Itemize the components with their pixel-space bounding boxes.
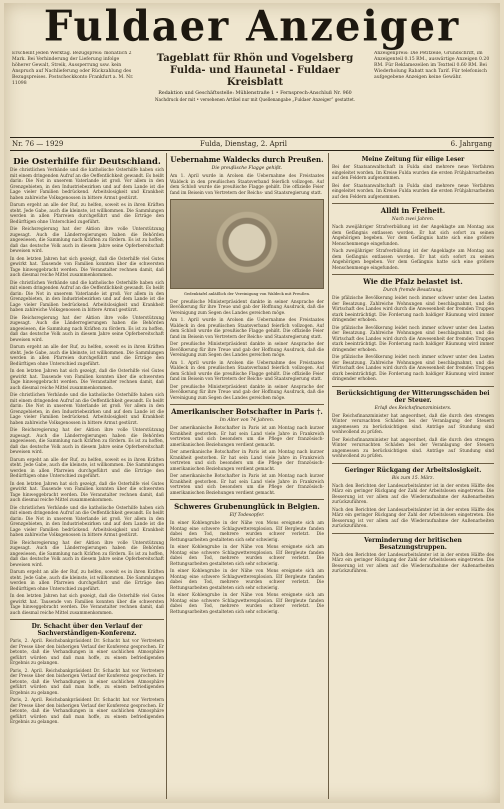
article-paragraph: Darum ergeht an alle der Ruf, zu helfen, soweit es in ihren Kräften steht. Jede Gabe, auch die kleinste, ist willkommen. Die Sammlungen werden in allen Pfarreien durchgeführt und die Erträge den Bedürftigen ohne Unterschied zugeführt. [10,457,164,479]
article-separator [10,619,164,620]
article-subheadline: Die preußische Flagge gehißt. [211,166,283,171]
issue-number: Nr. 76 — 1929 [12,140,64,148]
article-paragraph: In einer Kohlengrube in der Nähe von Mons ereignete sich am Montag eine schwere Schlagwetterexplosion. Elf Bergleute fanden dabei den Tod, mehrere wurden schwer verletzt. Die Rettungsarbeiten gestalteten sich sehr schwierig. [170,593,324,615]
column-divider [328,153,329,799]
column-left [10,153,164,799]
article-headline: Dr. Schacht über den Verlauf der Sachverständigen-Konferenz. [31,623,143,637]
article-separator [332,274,494,275]
advertising-rates: Anzeigenpreis: Die Petitzeile, Grundschrift, im Anzeigenteil 0.15 RM., auswärtige Anzeigen 0.20 RM. Für Reklamezeilen im Textteil 0.60 RM. Bei Wiederholung Rabatt nach Tarif. Für telefonisch aufgegebene Anzeigen keine Gewähr. [374,51,490,80]
article-paragraph: Der amerikanische Botschafter in Paris ist am Montag nach kurzer Krankheit gestorben. Er hat sein Land viele Jahre in Frankreich vertreten und sich besonders um die Pflege der französisch-amerikanischen Beziehungen verdient gemacht. [170,450,324,472]
article-headline: Die Osterhilfe für Deutschland. [13,156,161,166]
column-divider [166,153,167,799]
article-headline: Schweres Grubenunglück in Belgien. [174,502,320,512]
newspaper-page [4,3,500,803]
article-paragraph: Paris, 2. April. Reichsbankpräsident Dr. Schacht hat vor Vertretern der Presse über den bisherigen Verlauf der Konferenz gesprochen. Er betonte, daß die Verhandlungen in einer sachlichen Atmosphäre geführt würden und daß man hoffe, zu einem befriedigenden Ergebnis zu gelangen. [10,698,164,725]
article-separator [332,386,494,387]
article-subheadline: Nach zwei Jahren. [391,217,435,222]
article-paragraph: In den letzten Jahren hat sich gezeigt, daß die Osterhilfe viel Gutes gewirkt hat. Tausende von Familien konnten über die schwersten Tage hinweggebracht werden. Die Veranstalter rechnen damit, daß auch diesmal reiche Mittel zusammenkommen. [10,594,164,616]
article-headline: Meine Zeitung für eilige Leser [361,156,465,163]
article-separator [332,203,494,204]
article-paragraph: Der Reichsfinanzminister hat angeordnet, daß die durch den strengen Winter verursachten Schäden bei der Veranlagung der Steuern angemessen zu berücksichtigen sind. Anträge auf Stundung sind wohlwollend zu prüfen. [332,413,494,435]
article-headline: Geringer Rückgang der Arbeitslosigkeit. [344,466,482,474]
volume-number: 6. Jahrgang [450,140,492,148]
article-paragraph: Der amerikanische Botschafter in Paris ist am Montag nach kurzer Krankheit gestorben. Er hat sein Land viele Jahre in Frankreich vertreten und sich besonders um die Pflege der französisch-amerikanischen Beziehungen verdient gemacht. [170,474,324,496]
article-paragraph: Die pfälzische Bevölkerung leidet noch immer schwer unter den Lasten der Besatzung. Zahlreiche Wohnungen sind beschlagnahmt, und die Wirtschaft des Landes wird durch die Anwesenheit der fremden Truppen stark beeinträchtigt. Die Forderung nach baldiger Räumung wird immer dringender erhoben. [332,325,494,353]
article-paragraph: Paris, 2. April. Reichsbankpräsident Dr. Schacht hat vor Vertretern der Presse über den bisherigen Verlauf der Konferenz gesprochen. Er betonte, daß die Verhandlungen in einer sachlichen Atmosphäre geführt würden und daß man hoffe, zu einem befriedigenden Ergebnis zu gelangen. [10,668,164,696]
article-subheadline: Elf Todesopfer. [229,513,265,519]
column-right [332,153,494,799]
article-paragraph: Bei der Staatsanwaltschaft in Fulda sind mehrere neue Verfahren eingeleitet worden. Im Kreise Fulda wurden die ersten Frühjahrsarbeiten auf den Feldern aufgenommen. [332,183,494,200]
article-headline: Uebernahme Waldecks durch Preußen. [170,155,324,164]
article-paragraph: Am 1. April wurde in Arolsen die Uebernahme des Freistaates Waldeck in den preußischen Staatsverband feierlich vollzogen. Auf dem Schloß wurde die preußische Flagge gehißt. Die offizielle Feier fand im Beisein von Vertretern der Reichs- und Staatsregierung statt. [170,360,324,383]
article-subheadline: Bis zum 15. März. [391,475,435,481]
article-paragraph: In den letzten Jahren hat sich gezeigt, daß die Osterhilfe viel Gutes gewirkt hat. Tausende von Familien konnten über die schwersten Tage hinweggebracht werden. Die Veranstalter rechnen damit, daß auch diesmal reiche Mittel zusammenkommen. [10,256,164,278]
article-separator [170,499,324,500]
article-paragraph: In einer Kohlengrube in der Nähe von Mons ereignete sich am Montag eine schwere Schlagwetterexplosion. Elf Bergleute fanden dabei den Tod, mehrere wurden schwer verletzt. Die Rettungsarbeiten gestalteten sich sehr schwierig. [170,521,324,543]
article-headline: Alldi in Freiheit. [380,206,446,215]
article-paragraph: Darum ergeht an alle der Ruf, zu helfen, soweit es in ihren Kräften steht. Jede Gabe, auch die kleinste, ist willkommen. Die Sammlungen werden in allen Pfarreien durchgeführt und die Erträge den Bedürftigen ohne Unterschied zugeführt. [10,345,164,367]
article-subheadline: Durch fremde Besatzung. [383,288,443,293]
article-paragraph: Nach den Berichten der Landesarbeitsämter ist in der ersten Hälfte des März ein geringer Rückgang der Zahl der Arbeitslosen eingetreten. Die Besserung ist vor allem auf die Wiederaufnahme der Außenarbeiten zurückzuführen. [332,552,494,574]
article-paragraph: In einer Kohlengrube in der Nähe von Mons ereignete sich am Montag eine schwere Schlagwetterexplosion. Elf Bergleute fanden dabei den Tod, mehrere wurden schwer verletzt. Die Rettungsarbeiten gestalteten sich sehr schwierig. [170,569,324,591]
article-separator [170,404,324,405]
masthead-title: Fuldaer Anzeiger [43,3,461,52]
article-paragraph: Der preußische Ministerpräsident dankte in seiner Ansprache der Bevölkerung für ihre Treue und gab der Hoffnung Ausdruck, daß die Vereinigung zum Segen des Landes gereichen möge. [170,384,324,401]
article-separator [332,533,494,534]
article-paragraph: Nach den Berichten der Landesarbeitsämter ist in der ersten Hälfte des März ein geringer Rückgang der Zahl der Arbeitslosen eingetreten. Die Besserung ist vor allem auf die Wiederaufnahme der Außenarbeiten zurückzuführen. [332,483,494,505]
article-paragraph: Die pfälzische Bevölkerung leidet noch immer schwer unter den Lasten der Besatzung. Zahlreiche Wohnungen sind beschlagnahmt, und die Wirtschaft des Landes wird durch die Anwesenheit der fremden Truppen stark beeinträchtigt. Die Forderung nach baldiger Räumung wird immer dringender erhoben. [332,355,494,382]
article-paragraph: Der amerikanische Botschafter in Paris ist am Montag nach kurzer Krankheit gestorben. Er hat sein Land viele Jahre in Frankreich vertreten und sich besonders um die Pflege der französisch-amerikanischen Beziehungen verdient gemacht. [170,426,324,448]
article-paragraph: Darum ergeht an alle der Ruf, zu helfen, soweit es in ihren Kräften steht. Jede Gabe, auch die kleinste, ist willkommen. Die Sammlungen werden in allen Pfarreien durchgeführt und die Erträge den Bedürftigen ohne Unterschied zugeführt. [10,570,164,592]
article-paragraph: Nach den Berichten der Landesarbeitsämter ist in der ersten Hälfte des März ein geringer Rückgang der Zahl der Arbeitslosen eingetreten. Die Besserung ist vor allem auf die Wiederaufnahme der Außenarbeiten zurückzuführen. [332,507,494,529]
article-headline: Amerikanischer Botschafter in Paris †. [171,407,323,417]
subtitle-line-1: Tageblatt für Rhön und Vogelsberg [156,53,354,64]
article-paragraph: Die Reichsregierung hat der Aktion ihre volle Unterstützung zugesagt. Auch die Länderregierungen haben die Behörden angewiesen, die Sammlung nach Kräften zu fördern. Es ist zu hoffen, daß das deutsche Volk auch in diesem Jahre seine Opferbereitschaft beweisen wird. [10,540,164,568]
article-paragraph: Nach zweijähriger Strafverbüßung ist der Angeklagte am Montag aus dem Gefängnis entlassen worden. Er hat sich sofort zu seinen Angehörigen begeben. Vor dem Gefängnis hatte sich eine größere Menschenmenge eingefunden. [332,249,494,271]
article-subheadline: Im Alter von 74 Jahren. [219,418,275,424]
article-paragraph: Bei der Staatsanwaltschaft in Fulda sind mehrere neue Verfahren eingeleitet worden. Im Kreise Fulda wurden die ersten Frühjahrsarbeiten auf den Feldern aufgenommen. [332,165,494,181]
article-paragraph: Die christlichen Verbände und die katholische Osterhilfe haben sich mit einem dringenden Aufruf an die Oeffentlichkeit gewandt. Es heißt darin: Die Not in unserem Vaterlande ist groß. Vor allem in den Grenzgebieten, in den Industriebezirken und auf dem Lande ist die Lage vieler Familien bedrückend. Arbeitslosigkeit und Krankheit haben zahlreiche Volksgenossen in bittere Armut gestürzt. [10,280,164,313]
column-middle [170,153,324,799]
photo-caption: Gedenktafel anläßlich der Vereinigung von Waldeck mit Preußen. [183,291,311,296]
article-paragraph: Der preußische Ministerpräsident dankte in seiner Ansprache der Bevölkerung für ihre Treue und gab der Hoffnung Ausdruck, daß die Vereinigung zum Segen des Landes gereichen möge. [170,299,324,316]
article-paragraph: Die christlichen Verbände und die katholische Osterhilfe haben sich mit einem dringenden Aufruf an die Oeffentlichkeit gewandt. Es heißt darin: Die Not in unserem Vaterlande ist groß. Vor allem in den Grenzgebieten, in den Industriebezirken und auf dem Lande ist die Lage vieler Familien bedrückend. Arbeitslosigkeit und Krankheit haben zahlreiche Volksgenossen in bittere Armut gestürzt. [10,168,164,201]
article-paragraph: Die pfälzische Bevölkerung leidet noch immer schwer unter den Lasten der Besatzung. Zahlreiche Wohnungen sind beschlagnahmt, und die Wirtschaft des Landes wird durch die Anwesenheit der fremden Truppen stark beeinträchtigt. Die Forderung nach baldiger Räumung wird immer dringender erhoben. [332,296,494,323]
article-paragraph: In den letzten Jahren hat sich gezeigt, daß die Osterhilfe viel Gutes gewirkt hat. Tausende von Familien konnten über die schwersten Tage hinweggebracht werden. Die Veranstalter rechnen damit, daß auch diesmal reiche Mittel zusammenkommen. [10,481,164,503]
article-paragraph: Die Reichsregierung hat der Aktion ihre volle Unterstützung zugesagt. Auch die Länderregierungen haben die Behörden angewiesen, die Sammlung nach Kräften zu fördern. Es ist zu hoffen, daß das deutsche Volk auch in diesem Jahre seine Opferbereitschaft beweisen wird. [10,428,164,455]
editorial-address: Redaktion und Geschäftsstelle: Mühlenstraße 1 • Fernsprech-Anschluß Nr. 960 [158,91,352,96]
article-paragraph: Die Reichsregierung hat der Aktion ihre volle Unterstützung zugesagt. Auch die Länderregierungen haben die Behörden angewiesen, die Sammlung nach Kräften zu fördern. Es ist zu hoffen, daß das deutsche Volk auch in diesem Jahre seine Opferbereitschaft beweisen wird. [10,227,164,254]
issue-date: Fulda, Dienstag, 2. April [200,140,287,148]
article-paragraph: Die Reichsregierung hat der Aktion ihre volle Unterstützung zugesagt. Auch die Länderregierungen haben die Behörden angewiesen, die Sammlung nach Kräften zu fördern. Es ist zu hoffen, daß das deutsche Volk auch in diesem Jahre seine Opferbereitschaft beweisen wird. [10,315,164,343]
article-paragraph: Der preußische Ministerpräsident dankte in seiner Ansprache der Bevölkerung für ihre Treue und gab der Hoffnung Ausdruck, daß die Vereinigung zum Segen des Landes gereichen möge. [170,342,324,359]
article-paragraph: Paris, 2. April. Reichsbankpräsident Dr. Schacht hat vor Vertretern der Presse über den bisherigen Verlauf der Konferenz gesprochen. Er betonte, daß die Verhandlungen in einer sachlichen Atmosphäre geführt würden und daß man hoffe, zu einem befriedigenden Ergebnis zu gelangen. [10,639,164,666]
article-paragraph: Die christlichen Verbände und die katholische Osterhilfe haben sich mit einem dringenden Aufruf an die Oeffentlichkeit gewandt. Es heißt darin: Die Not in unserem Vaterlande ist groß. Vor allem in den Grenzgebieten, in den Industriebezirken und auf dem Lande ist die Lage vieler Familien bedrückend. Arbeitslosigkeit und Krankheit haben zahlreiche Volksgenossen in bittere Armut gestürzt. [10,393,164,426]
article-headline: Verminderung der britischen Besatzungstruppen. [364,536,462,551]
subtitle-line-2: Fulda- und Haunetal - Fuldaer Kreisblatt [169,65,341,88]
subscription-info: Erscheint jeden Werktag. Bezugspreis: monatlich 2 Mark. Bei Verhinderung der Lieferung infolge höherer Gewalt, Streik, Aussperrung usw. kein Anspruch auf Nachlieferung oder Rückzahlung des Bezugspreises. Postscheckkonto Frankfurt a. M. Nr. 11098 [12,51,134,86]
article-paragraph: Am 1. April wurde in Arolsen die Uebernahme des Freistaates Waldeck in den preußischen Staatsverband feierlich vollzogen. Auf dem Schloß wurde die preußische Flagge gehißt. Die offizielle Feier fand im Beisein von Vertretern der Reichs- und Staatsregierung statt. [170,318,324,340]
article-paragraph: Nach zweijähriger Strafverbüßung ist der Angeklagte am Montag aus dem Gefängnis entlassen worden. Er hat sich sofort zu seinen Angehörigen begeben. Vor dem Gefängnis hatte sich eine größere Menschenmenge eingefunden. [332,225,494,247]
article-paragraph: Der Reichsfinanzminister hat angeordnet, daß die durch den strengen Winter verursachten Schäden bei der Veranlagung der Steuern angemessen zu berücksichtigen sind. Anträge auf Stundung sind wohlwollend zu prüfen. [332,437,494,459]
article-paragraph: Die christlichen Verbände und die katholische Osterhilfe haben sich mit einem dringenden Aufruf an die Oeffentlichkeit gewandt. Es heißt darin: Die Not in unserem Vaterlande ist groß. Vor allem in den Grenzgebieten, in den Industriebezirken und auf dem Lande ist die Lage vieler Familien bedrückend. Arbeitslosigkeit und Krankheit haben zahlreiche Volksgenossen in bittere Armut gestürzt. [10,505,164,538]
reprint-notice: Nachdruck der mit • versehenen Artikel nur mit Quellenangabe „Fuldaer Anzeiger“ gestattet. [154,97,356,102]
article-paragraph: In einer Kohlengrube in der Nähe von Mons ereignete sich am Montag eine schwere Schlagwetterexplosion. Elf Bergleute fanden dabei den Tod, mehrere wurden schwer verletzt. Die Rettungsarbeiten gestalteten sich sehr schwierig. [170,545,324,567]
article-headline: Berücksichtigung der Witterungsschäden bei der Steuer. [336,389,490,404]
article-paragraph: Darum ergeht an alle der Ruf, zu helfen, soweit es in ihren Kräften steht. Jede Gabe, auch die kleinste, ist willkommen. Die Sammlungen werden in allen Pfarreien durchgeführt und die Erträge den Bedürftigen ohne Unterschied zugeführt. [10,203,164,225]
article-separator [332,463,494,464]
article-paragraph: Am 1. April wurde in Arolsen die Uebernahme des Freistaates Waldeck in den preußischen Staatsverband feierlich vollzogen. Auf dem Schloß wurde die preußische Flagge gehißt. Die offizielle Feier fand im Beisein von Vertretern der Reichs- und Staatsregierung statt. [170,174,324,196]
commemorative-plaque-photo [170,199,324,289]
article-paragraph: In den letzten Jahren hat sich gezeigt, daß die Osterhilfe viel Gutes gewirkt hat. Tausende von Familien konnten über die schwersten Tage hinweggebracht werden. Die Veranstalter rechnen damit, daß auch diesmal reiche Mittel zusammenkommen. [10,369,164,391]
subhead-center [144,53,366,102]
article-subheadline: Erlaß des Reichsfinanzministers. [374,405,452,411]
dateline [10,137,494,151]
article-headline: Wie die Pfalz belastet ist. [363,277,463,286]
